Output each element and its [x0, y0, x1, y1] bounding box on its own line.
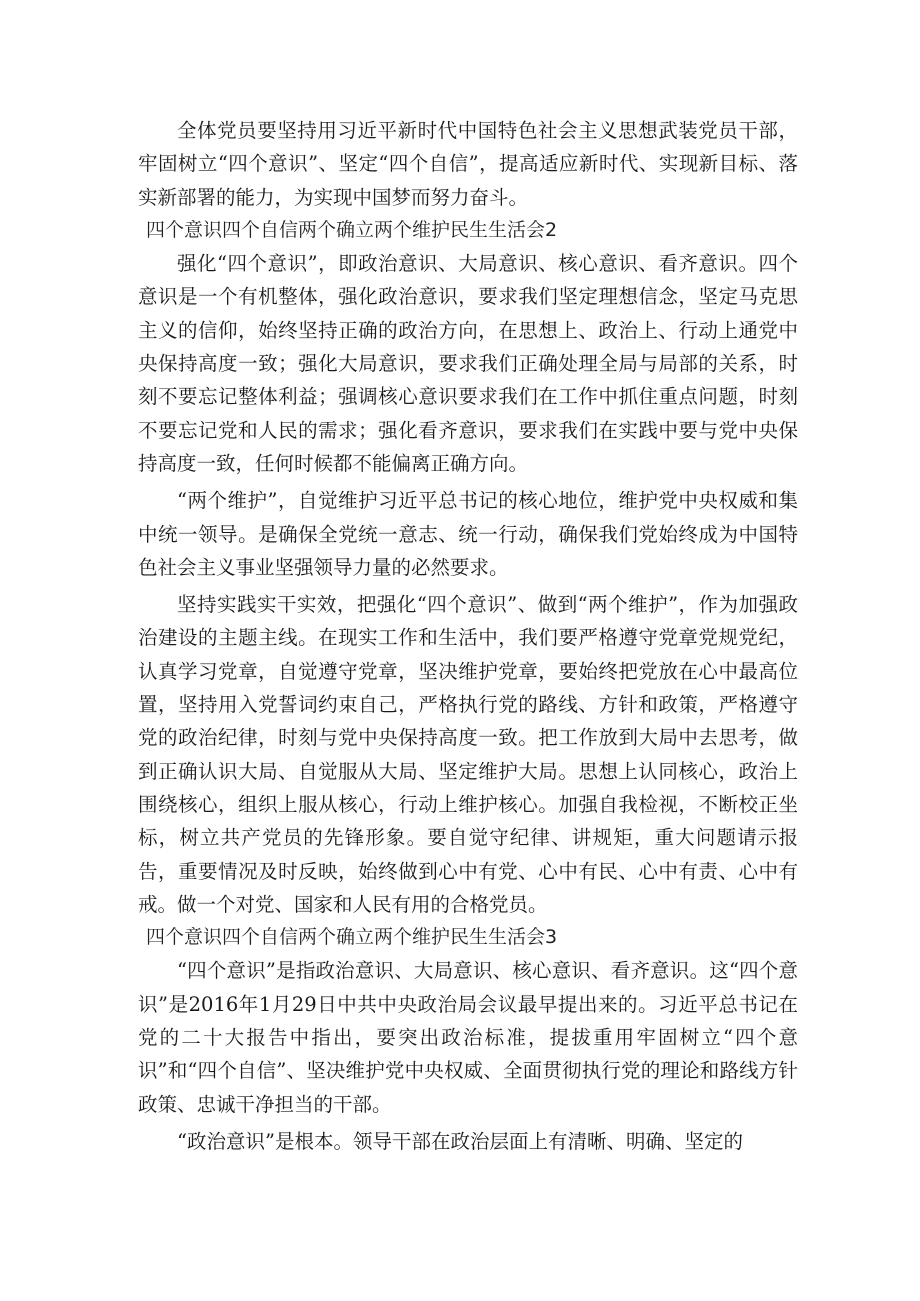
- section-heading-3: 四个意识四个自信两个确立两个维护民生生活会3: [146, 926, 558, 949]
- paragraph-4: 坚持实践实干实效，把强化“四个意识”、做到“两个维护”，作为加强政治建设的主题主线。在现实工作和生活中，我们要严格遵守党章党规党纪，认真学习党章，自觉遵守党章，坚决维护党章，要始终把党放在心中最高位置，坚持用入党誓词约束自己，严格执行党的路线、方针和政策，严格遵守党的政治纪律，时刻与党中央保持高度一致。把工作放到大局中去思考，做到正确认识大局、自觉服从大局、坚定维护大局。思想上认同核心，政治上围绕核心，组织上服从核心，行动上维护核心。加强自我检视，不断校正坐标，树立共产党员的先锋形象。要自觉守纪律、讲规矩，重大问题请示报告，重要情况及时反映，始终做到心中有党、心中有民、心中有责、心中有戒。做一个对党、国家和人民有用的合格党员。: [138, 593, 798, 916]
- paragraph-1: 全体党员要坚持用习近平新时代中国特色社会主义思想武装党员干部，牢固树立“四个意识”、坚定“四个自信”，提高适应新时代、实现新目标、落实新部署的能力，为实现中国梦而努力奋斗。: [138, 119, 798, 209]
- document-body: [138, 114, 798, 1158]
- paragraph-2: 强化“四个意识”，即政治意识、大局意识、核心意识、看齐意识。四个意识是一个有机整体，强化政治意识，要求我们坚定理想信念，坚定马克思主义的信仰，始终坚持正确的政治方向，在思想上、政治上、行动上通党中央保持高度一致；强化大局意识，要求我们正确处理全局与局部的关系，时刻不要忘记整体利益；强调核心意识要求我们在工作中抓住重点问题，时刻不要忘记党和人民的需求；强化看齐意识，要求我们在实践中要与党中央保持高度一致，任何时候都不能偏离正确方向。: [138, 252, 798, 475]
- section-heading-2: 四个意识四个自信两个确立两个维护民生生活会2: [146, 218, 558, 241]
- paragraph-6: “政治意识”是根本。领导干部在政治层面上有清晰、明确、坚定的: [177, 1129, 743, 1153]
- paragraph-5: “四个意识”是指政治意识、大局意识、核心意识、看齐意识。这“四个意识”是2016年1月29日中共中央政治局会议最早提出来的。习近平总书记在党的二十大报告中指出，要突出政治标准，提拔重用牢固树立“四个意识”和“四个自信”、坚决维护党中央权威、全面贯彻执行党的理论和路线方针政策、忠诚干净担当的干部。: [138, 959, 798, 1116]
- paragraph-3: “两个维护”，自觉维护习近平总书记的核心地位，维护党中央权威和集中统一领导。是确保全党统一意志、统一行动，确保我们党始终成为中国特色社会主义事业坚强领导力量的必然要求。: [138, 489, 798, 579]
